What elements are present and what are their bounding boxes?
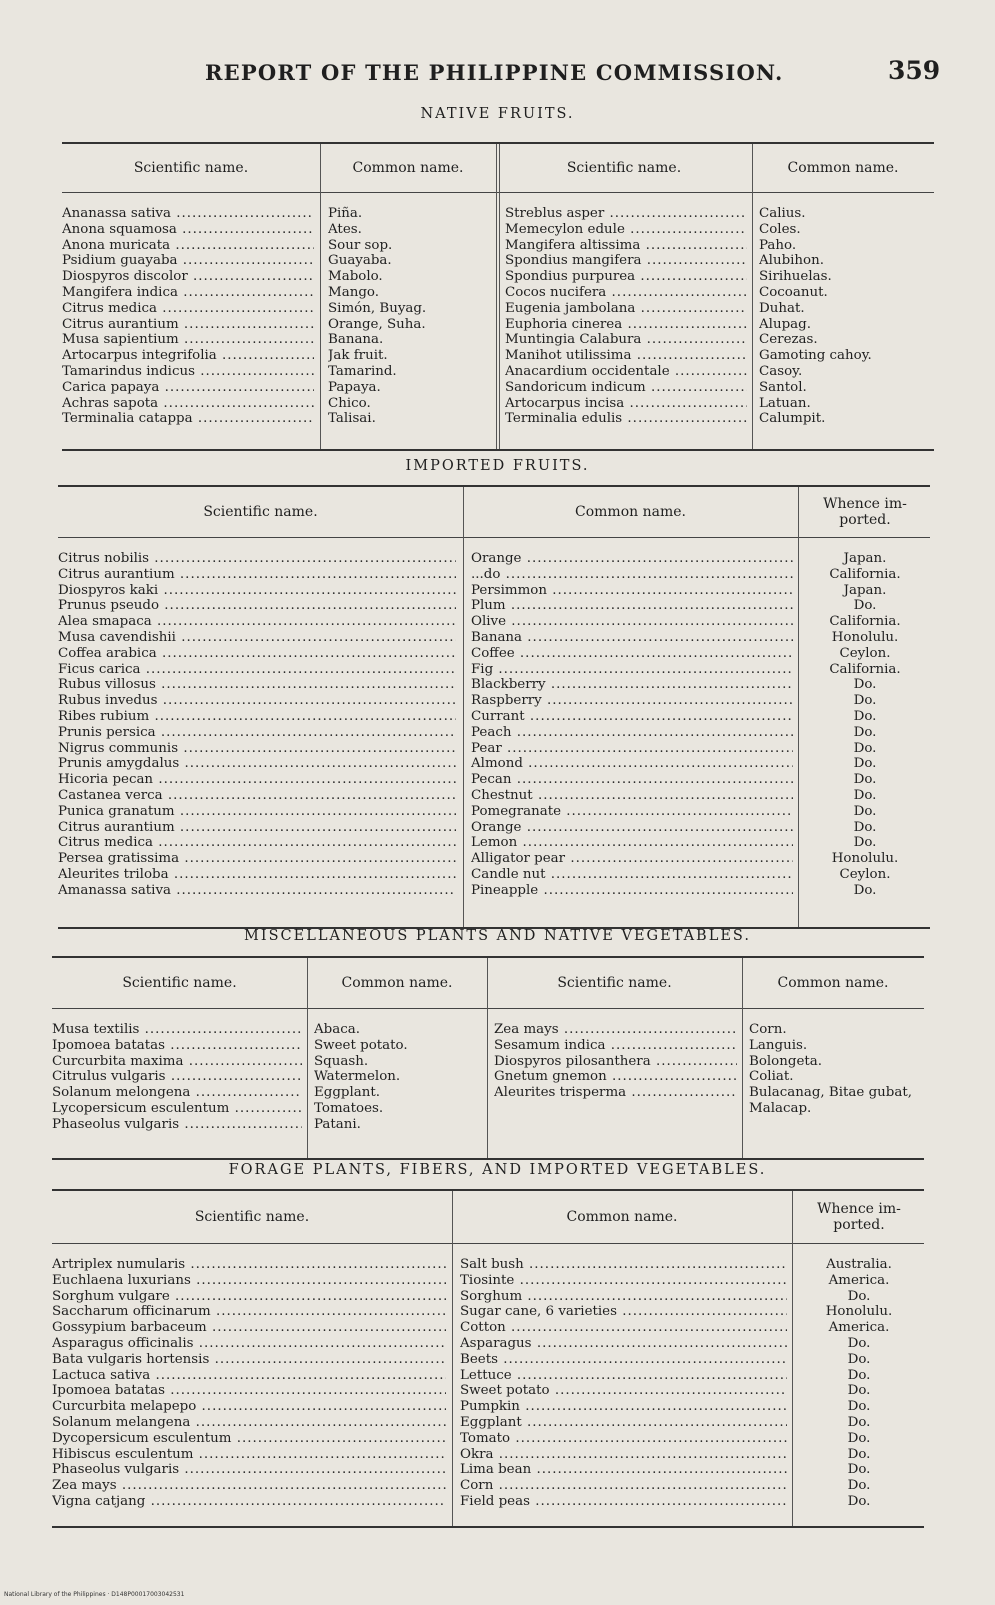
list-item: Latuan. (759, 395, 811, 411)
list-item: Santol. (759, 379, 807, 395)
list-item: Orange, Suha. (328, 316, 426, 332)
list-item: Lemon ..... (471, 835, 793, 851)
col-scientific-name: Scientific name. (557, 974, 672, 991)
list-item: Sugar cane, 6 varieties ..... (460, 1304, 787, 1320)
list-item: Gossypium barbaceum ..... (52, 1320, 446, 1336)
list-item: Artocarpus integrifolia ..... (62, 348, 314, 364)
list-item: Do. (853, 803, 877, 819)
list-item: Do. (847, 1430, 871, 1446)
list-item: Beets ..... (460, 1352, 787, 1368)
forage-plants-header-row (52, 1191, 924, 1244)
list-item: Phaseolus vulgaris ..... (52, 1117, 302, 1133)
list-item: Casoy. (759, 363, 803, 379)
list-item: Prunis persica ..... (58, 725, 456, 741)
list-item: Do. (853, 693, 877, 709)
list-item: Do. (853, 819, 877, 835)
misc-plants-table (52, 956, 924, 1160)
col-common-name: Common name. (566, 1208, 678, 1225)
list-item: Pear ..... (471, 741, 793, 757)
list-item: Blackberry ..... (471, 677, 793, 693)
list-item: Orange ..... (471, 820, 793, 836)
list-item: Phaseolus vulgaris ..... (52, 1462, 446, 1478)
list-item: Terminalia edulis ..... (505, 411, 747, 427)
list-item: Musa sapientium ..... (62, 332, 314, 348)
list-item: Honolulu. (831, 629, 899, 645)
list-item: Do. (853, 882, 877, 898)
list-item: Chico. (328, 395, 371, 411)
forage-plants-title: FORAGE PLANTS, FIBERS, AND IMPORTED VEGETABLES. (228, 1162, 767, 1178)
list-item: Corn ..... (460, 1478, 787, 1494)
list-item: Mabolo. (328, 269, 383, 285)
list-item: Honolulu. (831, 851, 899, 867)
list-item: Candle nut ..... (471, 867, 793, 883)
list-item: Do. (847, 1383, 871, 1399)
misc-right-scientific-list (494, 1022, 737, 1101)
list-item: Cerezas. (759, 332, 818, 348)
list-item: Solanum melangena ..... (52, 1415, 446, 1431)
list-item: Rubus invedus ..... (58, 693, 456, 709)
list-item: Guayaba. (328, 253, 392, 269)
list-item: Cocos nucifera ..... (505, 285, 747, 301)
list-item: Fig ..... (471, 662, 793, 678)
list-item: Citrus aurantium ..... (58, 820, 456, 836)
list-item: Cocoanut. (759, 284, 828, 300)
list-item: Euchlaena luxurians ..... (52, 1273, 446, 1289)
list-item: Ipomoea batatas ..... (52, 1038, 302, 1054)
list-item: Do. (847, 1414, 871, 1430)
list-item: Banana. (328, 332, 384, 348)
list-item: Almond ..... (471, 756, 793, 772)
col-scientific-name: Scientific name. (133, 159, 249, 176)
list-item: Piña. (328, 206, 363, 221)
list-item: Ceylon. (839, 645, 891, 661)
list-item: Prunis amygdalus ..... (58, 756, 456, 772)
list-item: Abaca. (314, 1022, 360, 1037)
list-item: Japan. (843, 551, 887, 566)
list-item: Hicoria pecan ..... (58, 772, 456, 788)
list-item: Musa cavendishii ..... (58, 630, 456, 646)
list-item: Zea mays ..... (52, 1478, 446, 1494)
list-item: Coliat. (749, 1069, 794, 1085)
list-item: Orange ..... (471, 551, 793, 567)
list-item: Euphoria cinerea ..... (505, 317, 747, 333)
list-item: Do. (853, 598, 877, 614)
list-item: Curcurbita maxima ..... (52, 1054, 302, 1070)
list-item: Lactuca sativa ..... (52, 1368, 446, 1384)
misc-plants-title: MISCELLANEOUS PLANTS AND NATIVE VEGETABLES. (244, 928, 751, 944)
list-item: Terminalia catappa ..... (62, 411, 314, 427)
list-item: Do. (847, 1462, 871, 1478)
list-item: Ananassa sativa ..... (62, 206, 314, 222)
column-divider (742, 958, 743, 1158)
list-item: Coffea arabica ..... (58, 646, 456, 662)
list-item: Musa textilis ..... (52, 1022, 302, 1038)
list-item: Citrus nobilis ..... (58, 551, 456, 567)
list-item: Sweet potato ..... (460, 1383, 787, 1399)
list-item: Zea mays ..... (494, 1022, 737, 1038)
list-item: Mangifera indica ..... (62, 285, 314, 301)
list-item: Ceylon. (839, 866, 891, 882)
list-item: Tamarindus indicus ..... (62, 364, 314, 380)
list-item: Gnetum gnemon ..... (494, 1069, 737, 1085)
col-whence-imported: Whence im- ported. (823, 495, 907, 528)
forage-whence-list (796, 1257, 922, 1510)
list-item: Anona squamosa ..... (62, 222, 314, 238)
list-item: Japan. (843, 582, 887, 598)
list-item: Watermelon. (314, 1069, 401, 1085)
list-item: Alea smapaca ..... (58, 614, 456, 630)
column-divider (792, 1191, 793, 1526)
list-item: Mango. (328, 284, 379, 300)
list-item: Nigrus communis ..... (58, 741, 456, 757)
list-item: Diospyros kaki ..... (58, 583, 456, 599)
column-divider (499, 144, 500, 449)
list-item: Eugenia jambolana ..... (505, 301, 747, 317)
list-item: Muntingia Calabura ..... (505, 332, 747, 348)
list-item: Do. (847, 1478, 871, 1494)
col-common-name: Common name. (341, 974, 453, 991)
list-item: Tomato ..... (460, 1431, 787, 1447)
list-item: Carica papaya ..... (62, 380, 314, 396)
list-item: Citrus medica ..... (62, 301, 314, 317)
list-item: Honolulu. (825, 1304, 893, 1320)
list-item: Okra ..... (460, 1447, 787, 1463)
list-item: Duhat. (759, 300, 805, 316)
col-common-name: Common name. (787, 159, 899, 176)
list-item: Sandoricum indicum ..... (505, 380, 747, 396)
list-item: Cotton ..... (460, 1320, 787, 1336)
list-item: Aleurites triloba ..... (58, 867, 456, 883)
list-item: Anacardium occidentale ..... (505, 364, 747, 380)
column-divider (320, 144, 321, 449)
list-item: Citrus medica ..... (58, 835, 456, 851)
list-item: Sour sop. (328, 237, 393, 253)
forage-plants-table (52, 1189, 924, 1528)
col-scientific-name: Scientific name. (203, 503, 318, 520)
list-item: America. (828, 1320, 890, 1336)
list-item: Coles. (759, 221, 801, 237)
list-item: Currant ..... (471, 709, 793, 725)
native-fruits-table (62, 142, 934, 451)
list-item: Sweet potato. (314, 1037, 408, 1053)
list-item: Citrus aurantium ..... (62, 317, 314, 333)
list-item: Do. (853, 740, 877, 756)
col-whence-imported: Whence im- ported. (817, 1200, 901, 1233)
list-item: Vigna catjang ..... (52, 1494, 446, 1510)
list-item: Streblus asper ..... (505, 206, 747, 222)
list-item: Calumpit. (759, 411, 826, 427)
list-item: Lima bean ..... (460, 1462, 787, 1478)
list-item: Sorghum vulgare ..... (52, 1289, 446, 1305)
list-item: Olive ..... (471, 614, 793, 630)
imported-fruits-whence-list (802, 551, 928, 899)
list-item: Sirihuelas. (759, 269, 832, 285)
list-item: Corn. (749, 1022, 787, 1037)
list-item: Artriplex numularis ..... (52, 1257, 446, 1273)
list-item: California. (829, 614, 901, 630)
col-scientific-name: Scientific name. (194, 1208, 310, 1225)
list-item: Do. (853, 772, 877, 788)
list-item: Banana ..... (471, 630, 793, 646)
list-item: Plum ..... (471, 598, 793, 614)
list-item: Memecylon edule ..... (505, 222, 747, 238)
list-item: Alubihon. (759, 253, 824, 269)
list-item: Lycopersicum esculentum ..... (52, 1101, 302, 1117)
list-item: Persimmon ..... (471, 583, 793, 599)
misc-left-common-list (314, 1022, 484, 1133)
list-item: Citrus aurantium ..... (58, 567, 456, 583)
list-item: Aleurites trisperma ..... (494, 1085, 737, 1101)
list-item: Do. (853, 787, 877, 803)
list-item: Paho. (759, 237, 797, 253)
list-item: Languis. (749, 1037, 808, 1053)
list-item: Do. (847, 1351, 871, 1367)
list-item: Tamarind. (328, 363, 397, 379)
list-item: Tomatoes. (314, 1100, 384, 1116)
list-item: Papaya. (328, 379, 381, 395)
list-item: Squash. (314, 1053, 369, 1069)
list-item: Hibiscus esculentum ..... (52, 1447, 446, 1463)
list-item: Achras sapota ..... (62, 396, 314, 412)
imported-fruits-title: IMPORTED FRUITS. (405, 458, 590, 474)
list-item: Do. (853, 708, 877, 724)
list-item: Ribes rubium ..... (58, 709, 456, 725)
imported-fruits-table (58, 485, 930, 929)
list-item: Do. (847, 1446, 871, 1462)
column-divider (752, 144, 753, 449)
list-item: Do. (847, 1493, 871, 1509)
list-item: Pecan ..... (471, 772, 793, 788)
list-item: Asparagus officinalis ..... (52, 1336, 446, 1352)
list-item: Do. (853, 724, 877, 740)
list-item: Solanum melongena ..... (52, 1085, 302, 1101)
native-right-common-list (759, 206, 931, 427)
page-header (0, 56, 995, 96)
list-item: Persea gratissima ..... (58, 851, 456, 867)
list-item: Artocarpus incisa ..... (505, 396, 747, 412)
column-divider (496, 144, 497, 449)
list-item: Do. (853, 835, 877, 851)
list-item: Asparagus ..... (460, 1336, 787, 1352)
page-number: 359 (888, 56, 941, 85)
misc-left-scientific-list (52, 1022, 302, 1133)
list-item: Alupag. (759, 316, 811, 332)
imported-fruits-common-list (471, 551, 793, 899)
column-divider (307, 958, 308, 1158)
list-item: Psidium guayaba ..... (62, 253, 314, 269)
list-item: Do. (847, 1335, 871, 1351)
list-item: Curcurbita melapepo ..... (52, 1399, 446, 1415)
list-item: Salt bush ..... (460, 1257, 787, 1273)
list-item: Jak fruit. (328, 348, 388, 364)
list-item: Do. (847, 1399, 871, 1415)
list-item: Spondius purpurea ..... (505, 269, 747, 285)
forage-common-list (460, 1257, 787, 1510)
misc-right-common-list (749, 1022, 921, 1117)
list-item: Australia. (826, 1257, 892, 1272)
imported-fruits-header-row (58, 487, 930, 538)
list-item: Eggplant. (314, 1085, 381, 1101)
list-item: Bata vulgaris hortensis ..... (52, 1352, 446, 1368)
column-divider (798, 487, 799, 927)
native-fruits-title: NATIVE FRUITS. (420, 106, 575, 122)
list-item: Dycopersicum esculentum ..... (52, 1431, 446, 1447)
col-scientific-name: Scientific name. (122, 974, 237, 991)
list-item: California. (829, 566, 901, 582)
col-common-name: Common name. (575, 503, 686, 520)
column-divider (452, 1191, 453, 1526)
list-item: Sorghum ..... (460, 1289, 787, 1305)
column-divider (463, 487, 464, 927)
list-item: Eggplant ..... (460, 1415, 787, 1431)
list-item: Prunus pseudo ..... (58, 598, 456, 614)
list-item: Talisai. (328, 411, 376, 427)
list-item: Manihot utilissima ..... (505, 348, 747, 364)
list-item: Do. (847, 1367, 871, 1383)
list-item: Diospyros pilosanthera ..... (494, 1054, 737, 1070)
list-item: Rubus villosus ..... (58, 677, 456, 693)
list-item: Peach ..... (471, 725, 793, 741)
list-item: Patani. (314, 1116, 361, 1132)
list-item: Castanea verca ..... (58, 788, 456, 804)
native-fruits-header-row (62, 144, 934, 193)
list-item: Lettuce ..... (460, 1368, 787, 1384)
list-item: Pomegranate ..... (471, 804, 793, 820)
col-scientific-name: Scientific name. (566, 159, 682, 176)
column-divider (487, 958, 488, 1158)
col-common-name: Common name. (777, 974, 889, 991)
list-item: Ates. (328, 221, 362, 237)
list-item: Do. (853, 756, 877, 772)
list-item: Bulacanag, Bitae gubat, Malacap. (749, 1085, 912, 1117)
list-item: America. (828, 1272, 890, 1288)
list-item: Saccharum officinarum ..... (52, 1304, 446, 1320)
list-item: Tiosinte ..... (460, 1273, 787, 1289)
list-item: Calius. (759, 206, 806, 221)
list-item: Alligator pear ..... (471, 851, 793, 867)
page-title: REPORT OF THE PHILIPPINE COMMISSION. (205, 60, 784, 85)
list-item: Simón, Buyag. (328, 300, 427, 316)
native-right-scientific-list (505, 206, 747, 427)
footer-credit: National Library of the Philippines · D148P00017003042531 (4, 1591, 185, 1598)
list-item: Coffee ..... (471, 646, 793, 662)
list-item: Raspberry ..... (471, 693, 793, 709)
list-item: Citrulus vulgaris ..... (52, 1069, 302, 1085)
list-item: Mangifera altissima ..... (505, 238, 747, 254)
list-item: Diospyros discolor ..... (62, 269, 314, 285)
list-item: Ficus carica ..... (58, 662, 456, 678)
list-item: Amanassa sativa ..... (58, 883, 456, 899)
list-item: Spondius mangifera ..... (505, 253, 747, 269)
native-left-scientific-list (62, 206, 314, 427)
list-item: Bolongeta. (749, 1053, 822, 1069)
col-common-name: Common name. (352, 159, 464, 176)
list-item: Ipomoea batatas ..... (52, 1383, 446, 1399)
forage-scientific-list (52, 1257, 446, 1510)
list-item: Pumpkin ..... (460, 1399, 787, 1415)
list-item: Pineapple ..... (471, 883, 793, 899)
list-item: ...do ..... (471, 567, 793, 583)
list-item: Anona muricata ..... (62, 238, 314, 254)
list-item: Do. (853, 677, 877, 693)
imported-fruits-scientific-list (58, 551, 456, 899)
list-item: Field peas ..... (460, 1494, 787, 1510)
native-left-common-list (328, 206, 492, 427)
list-item: Chestnut ..... (471, 788, 793, 804)
list-item: Gamoting cahoy. (759, 348, 872, 364)
list-item: Do. (847, 1288, 871, 1304)
list-item: Sesamum indica ..... (494, 1038, 737, 1054)
list-item: California. (829, 661, 901, 677)
list-item: Punica granatum ..... (58, 804, 456, 820)
misc-plants-header-row (52, 958, 924, 1009)
